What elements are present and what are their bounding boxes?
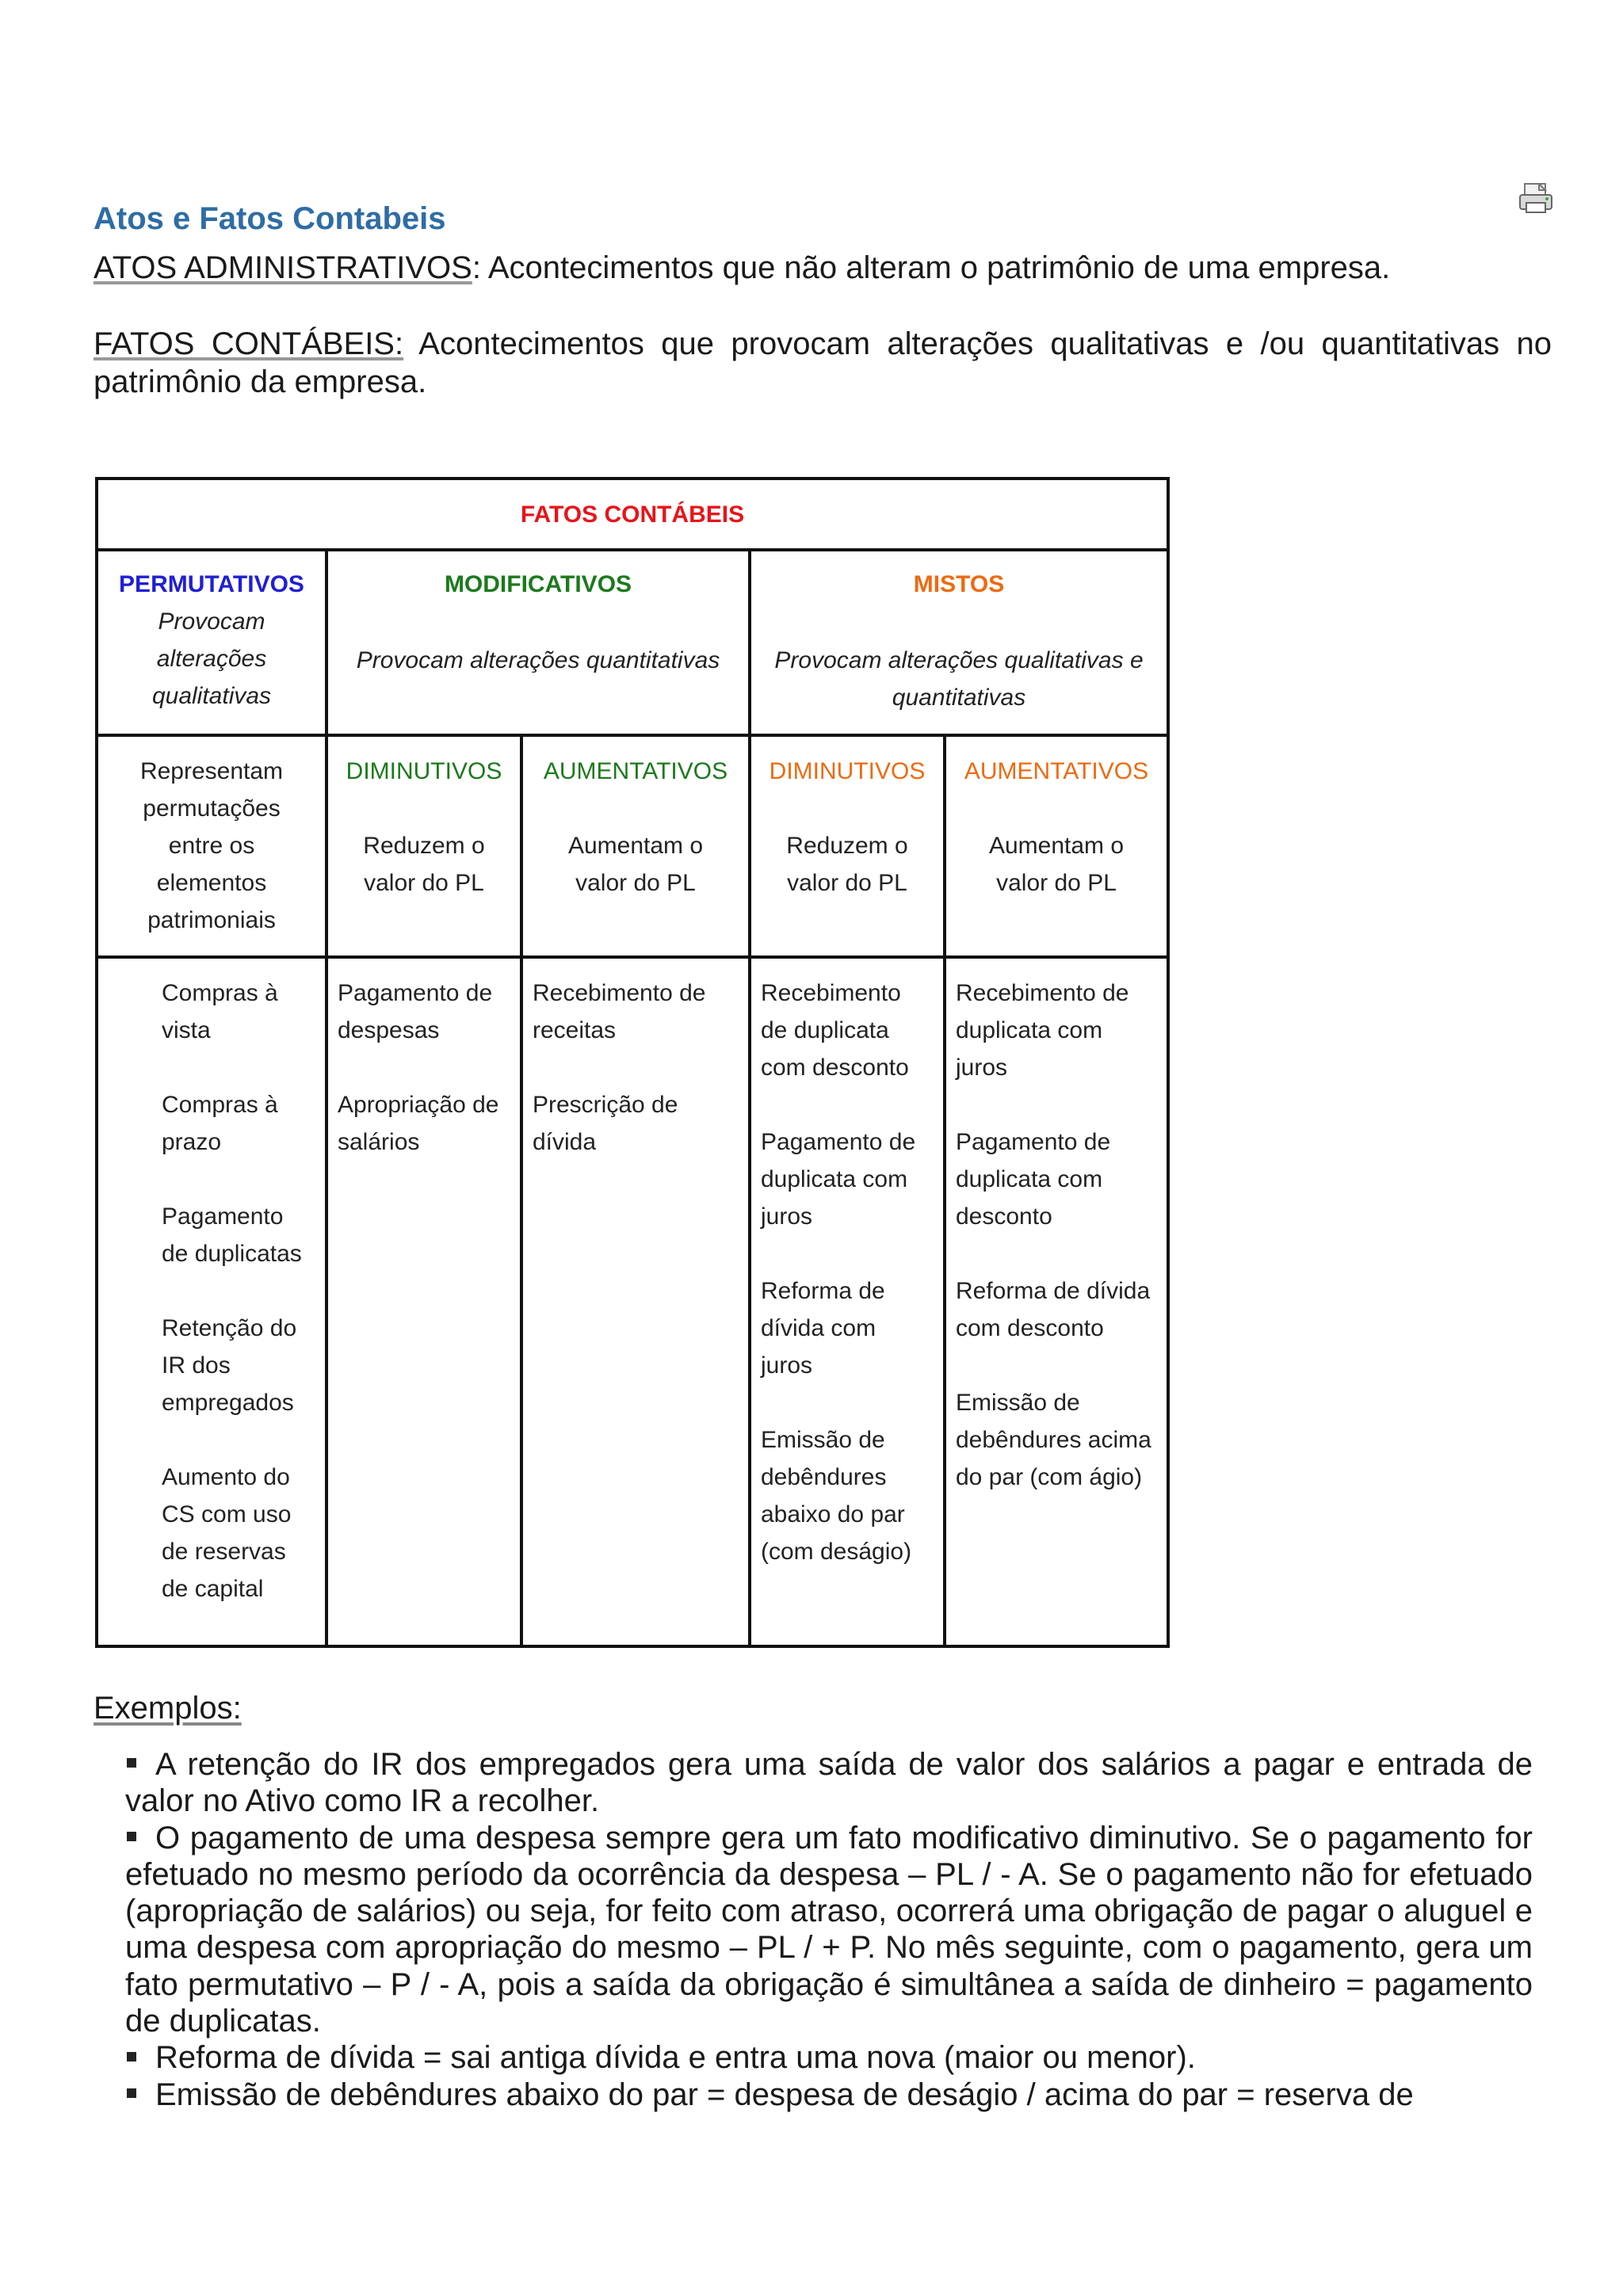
mis-aumentativos-desc-line: valor do PL xyxy=(996,870,1117,896)
mis-diminutivos-desc-line: Reduzem o xyxy=(786,833,908,859)
example-item: Recebimento de duplicata com juros xyxy=(956,980,1129,1081)
mis-aumentativos-examples xyxy=(945,957,1168,1646)
mistos-title: MISTOS xyxy=(913,571,1005,597)
example-text: O pagamento de uma despesa sempre gera um fato modificativo diminutivo. Se o pagamento for efetuado no mesmo período da ocorrência da despesa – PL / - A. Se o pagamento não for efetuado (apropriação de salários) ou seja, for feito com atraso, ocorrerá uma obrigação de pagar o aluguel e uma despesa com apropriação do mesmo – PL / + P. No mês seguinte, com o pagamento, gera um fato permutativo – P / - A, pois a saída da obrigação é simultânea a saída de dinheiro = pagamento de duplicatas. xyxy=(125,1820,1533,2039)
facts-table xyxy=(95,477,1170,1648)
permutativos-cell xyxy=(97,550,327,735)
example-item: Prescrição de dívida xyxy=(533,1092,678,1155)
example-text: A retenção do IR dos empregados gera uma saída de valor dos salários a pagar e entrada de valor no Ativo como IR a recolher. xyxy=(125,1747,1533,1819)
permutativos-title: PERMUTATIVOS xyxy=(119,571,304,597)
mod-aumentativos-title: AUMENTATIVOS xyxy=(543,758,728,784)
example-text: Reforma de dívida = sai antiga dívida e entra uma nova (maior ou menor). xyxy=(155,2040,1196,2076)
example-item: Pagamento de duplicatas xyxy=(162,1203,302,1267)
mis-aumentativos-title: AUMENTATIVOS xyxy=(964,758,1149,784)
fatos-paragraph xyxy=(94,325,1552,401)
permutativos-subdesc-line: patrimoniais xyxy=(147,907,276,933)
square-bullet-icon xyxy=(127,1832,136,1841)
permutativos-subdesc-line: permutações xyxy=(143,795,281,822)
example-item: Apropriação de salários xyxy=(338,1092,499,1155)
modificativos-cell xyxy=(327,550,750,735)
mod-aumentativos-subheader xyxy=(521,735,750,957)
mod-aumentativos-examples xyxy=(521,957,750,1646)
mod-diminutivos-title: DIMINUTIVOS xyxy=(346,758,502,784)
square-bullet-icon xyxy=(127,1758,136,1768)
atos-text: : Acontecimentos que não alteram o patrimônio de uma empresa. xyxy=(472,250,1391,285)
mod-aumentativos-desc-line: valor do PL xyxy=(575,870,696,896)
examples-list xyxy=(125,1746,1533,2113)
fatos-text: Acontecimentos que provocam alterações qualitativas e /ou quantitativas no patrimônio da empresa. xyxy=(94,326,1552,399)
examples-heading: Exemplos: xyxy=(94,1691,242,1726)
permutativos-subdesc-line: Representam xyxy=(139,758,284,784)
mistos-desc-line: quantitativas xyxy=(892,685,1026,711)
example-item: Emissão de debêndures acima do par (com ágio) xyxy=(956,1390,1151,1490)
permutativos-subdesc-line: entre os xyxy=(168,833,255,859)
example-item: Recebimento de duplicata com desconto xyxy=(761,980,909,1081)
example-item: Compras à vista xyxy=(162,980,278,1043)
example-item: Pagamento de duplicata com juros xyxy=(761,1129,916,1230)
mod-diminutivos-desc-line: valor do PL xyxy=(364,870,484,896)
print-icon[interactable] xyxy=(1518,181,1553,215)
list-item xyxy=(125,2077,1533,2113)
mis-diminutivos-examples xyxy=(750,957,945,1646)
mis-aumentativos-subheader xyxy=(945,735,1168,957)
mis-diminutivos-desc-line: valor do PL xyxy=(787,870,907,896)
square-bullet-icon xyxy=(127,2088,136,2098)
example-item: Aumento do CS com uso de reservas de capital xyxy=(162,1464,292,1602)
mod-diminutivos-examples xyxy=(327,957,521,1646)
mistos-desc-line: Provocam alterações qualitativas e xyxy=(774,647,1144,673)
example-item: Reforma de dívida com juros xyxy=(761,1278,885,1379)
table-header: FATOS CONTÁBEIS xyxy=(97,479,1168,550)
modificativos-desc: Provocam alterações quantitativas xyxy=(356,647,720,673)
example-item: Recebimento de receitas xyxy=(533,980,706,1043)
atos-paragraph xyxy=(94,249,1552,287)
example-item: Pagamento de despesas xyxy=(338,980,493,1043)
permutativos-subdesc-line: elementos xyxy=(156,870,267,896)
modificativos-title: MODIFICATIVOS xyxy=(444,571,632,597)
permutativos-subheader xyxy=(97,735,327,957)
example-text: Emissão de debêndures abaixo do par = despesa de deságio / acima do par = reserva de xyxy=(155,2077,1414,2112)
permutativos-desc-line: qualitativas xyxy=(151,683,272,709)
mod-diminutivos-subheader xyxy=(327,735,521,957)
mod-diminutivos-desc-line: Reduzem o xyxy=(363,833,485,859)
permutativos-examples xyxy=(97,957,327,1646)
example-item: Retenção do IR dos empregados xyxy=(162,1315,297,1416)
example-item: Reforma de dívida com desconto xyxy=(956,1278,1151,1341)
square-bullet-icon xyxy=(127,2052,136,2061)
mis-diminutivos-title: DIMINUTIVOS xyxy=(769,758,926,784)
permutativos-desc-line: alterações xyxy=(156,646,267,672)
atos-term: ATOS ADMINISTRATIVOS xyxy=(94,250,472,285)
example-item: Pagamento de duplicata com desconto xyxy=(956,1129,1111,1230)
mis-aumentativos-desc-line: Aumentam o xyxy=(988,833,1125,859)
list-item xyxy=(125,1820,1533,2040)
example-item: Emissão de debêndures abaixo do par (com deságio) xyxy=(761,1427,912,1565)
list-item xyxy=(125,1746,1533,1820)
permutativos-desc-line: Provocam xyxy=(158,608,265,635)
example-item: Compras à prazo xyxy=(162,1092,278,1155)
mod-aumentativos-desc-line: Aumentam o xyxy=(567,833,704,859)
mistos-cell xyxy=(750,550,1168,735)
page-title: Atos e Fatos Contabeis xyxy=(94,201,446,236)
fatos-term: FATOS CONTÁBEIS: xyxy=(94,326,404,361)
mis-diminutivos-subheader xyxy=(750,735,945,957)
list-item xyxy=(125,2039,1533,2076)
